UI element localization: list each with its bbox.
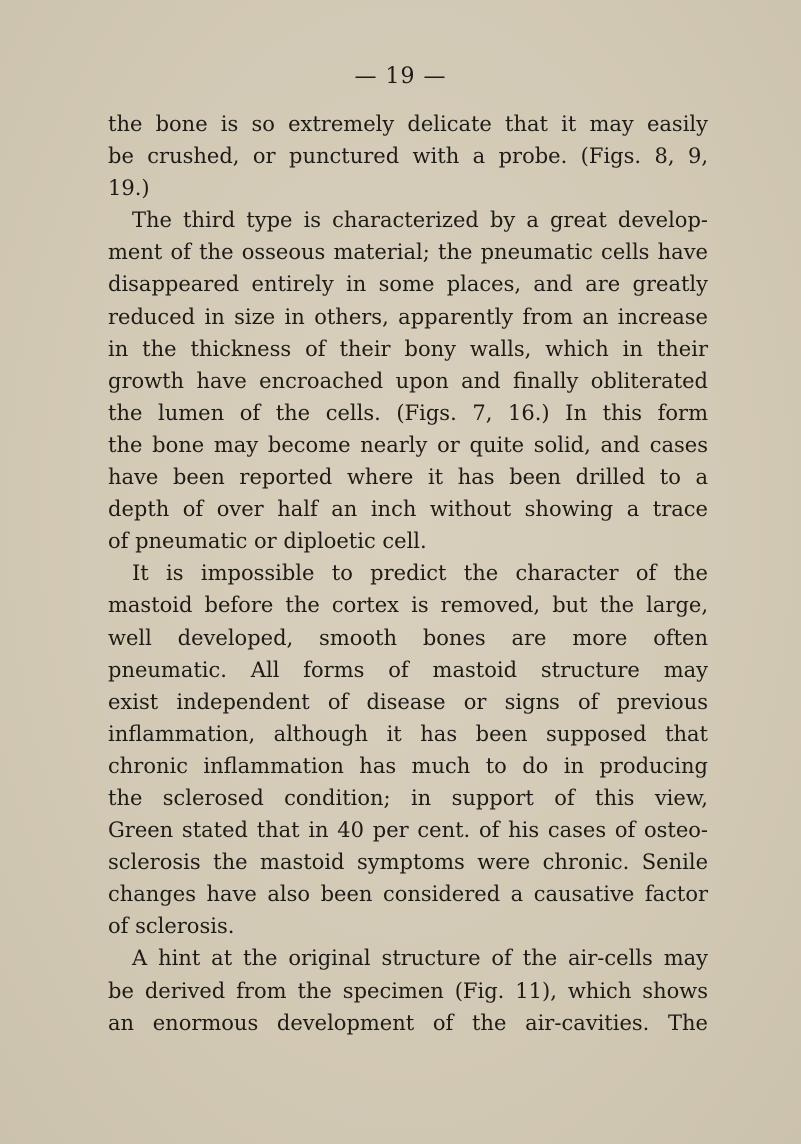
text-line: reduced in size in others, apparently from an increase bbox=[108, 304, 708, 329]
text-line: inflammation, although it has been supposed that bbox=[108, 721, 708, 746]
text-line: growth have encroached upon and finally obliterated bbox=[108, 368, 708, 393]
text-line: disappeared entirely in some places, and are greatly bbox=[108, 272, 708, 297]
text-line: well developed, smooth bones are more often bbox=[108, 625, 708, 650]
text-line: the bone may become nearly or quite solid, and cases bbox=[108, 432, 708, 457]
text-line: The third type is characterized by a great develop- bbox=[132, 208, 708, 233]
text-line: an enormous development of the air-cavities. The bbox=[108, 1010, 708, 1035]
body-text bbox=[108, 108, 708, 1039]
text-line: ment of the osseous material; the pneumatic cells have bbox=[108, 240, 708, 265]
text-line: It is impossible to predict the character of the bbox=[132, 561, 708, 586]
text-line: in the thickness of their bony walls, which in their bbox=[108, 336, 708, 361]
text-line: the lumen of the cells. (Figs. 7, 16.) In this form bbox=[108, 400, 708, 425]
text-line: chronic inflammation has much to do in producing bbox=[108, 753, 708, 778]
text-line: be crushed, or punctured with a probe. (Figs. 8, 9, bbox=[108, 144, 708, 169]
text-line: sclerosis the mastoid symptoms were chronic. Senile bbox=[108, 850, 708, 875]
text-line: A hint at the original structure of the air-cells may bbox=[132, 946, 708, 971]
text-line: depth of over half an inch without showing a trace bbox=[108, 497, 708, 522]
text-line: the bone is so extremely delicate that it may easily bbox=[108, 112, 708, 136]
text-line: exist independent of disease or signs of previous bbox=[108, 689, 708, 714]
text-line: of sclerosis. bbox=[108, 914, 235, 939]
text-line: mastoid before the cortex is removed, but the large, bbox=[108, 593, 708, 618]
text-line: be derived from the specimen (Fig. 11), which shows bbox=[108, 978, 708, 1003]
text-line: changes have also been considered a causative factor bbox=[108, 882, 708, 907]
text-line: pneumatic. All forms of mastoid structure may bbox=[108, 657, 708, 682]
text-line: have been reported where it has been drilled to a bbox=[108, 465, 708, 490]
text-line: 19.) bbox=[108, 176, 150, 201]
page-number: — 19 — bbox=[354, 64, 447, 89]
text-line: the sclerosed condition; in support of this view, bbox=[108, 785, 708, 810]
text-line: Green stated that in 40 per cent. of his cases of osteo- bbox=[108, 818, 708, 843]
text-line: of pneumatic or diploetic cell. bbox=[108, 529, 427, 554]
